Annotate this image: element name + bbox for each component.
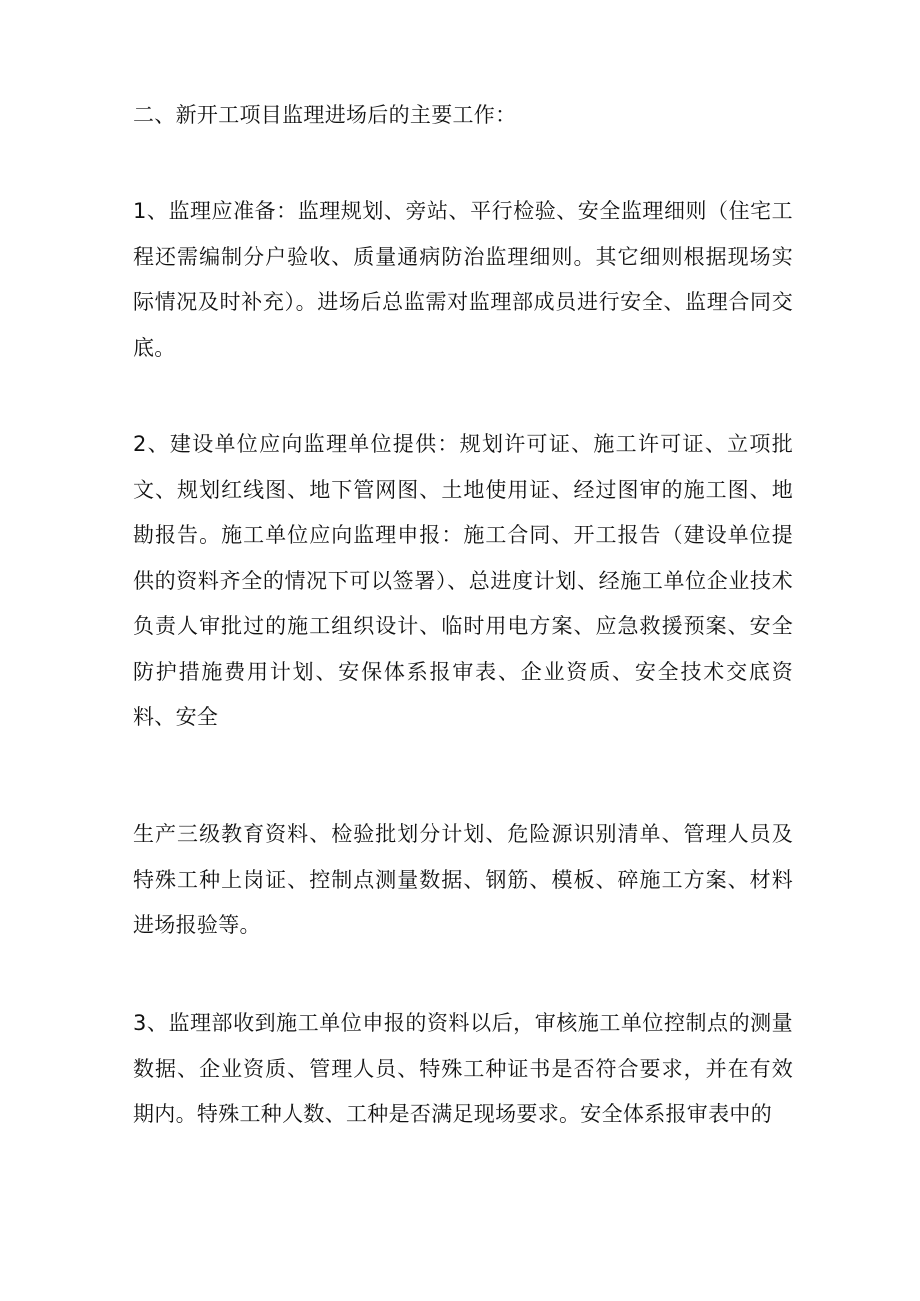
paragraph-item-1-preparation: 1、监理应准备：监理规划、旁站、平行检验、安全监理细则（住宅工程还需编制分户验收、质量通病防治监理细则。其它细则根据现场实际情况及时补充）。进场后总监需对监理部成员进行安全、监理合同交底。 bbox=[133, 199, 793, 360]
paragraph-item-2-continued: 生产三级教育资料、检验批划分计划、危险源识别清单、管理人员及特殊工种上岗证、控制点测量数据、钢筋、模板、碎施工方案、材料进场报验等。 bbox=[133, 822, 793, 937]
section-heading: 二、新开工项目监理进场后的主要工作： bbox=[133, 103, 517, 127]
paragraph-item-2-documents: 2、建设单位应向监理单位提供：规划许可证、施工许可证、立项批文、规划红线图、地下管网图、土地使用证、经过图审的施工图、地勘报告。施工单位应向监理申报：施工合同、开工报告（建设单位提供的资料齐全的情况下可以签署）、总进度计划、经施工单位企业技术负责人审批过的施工组织设计、临时用电方案、应急救援预案、安全防护措施费用计划、安保体系报审表、企业资质、安全技术交底资料、安全 bbox=[133, 432, 793, 729]
paragraph-item-3-review: 3、监理部收到施工单位申报的资料以后，审核施工单位控制点的测量数据、企业资质、管理人员、特殊工种证书是否符合要求，并在有效期内。特殊工种人数、工种是否满足现场要求。安全体系报审表中的 bbox=[133, 1011, 793, 1126]
